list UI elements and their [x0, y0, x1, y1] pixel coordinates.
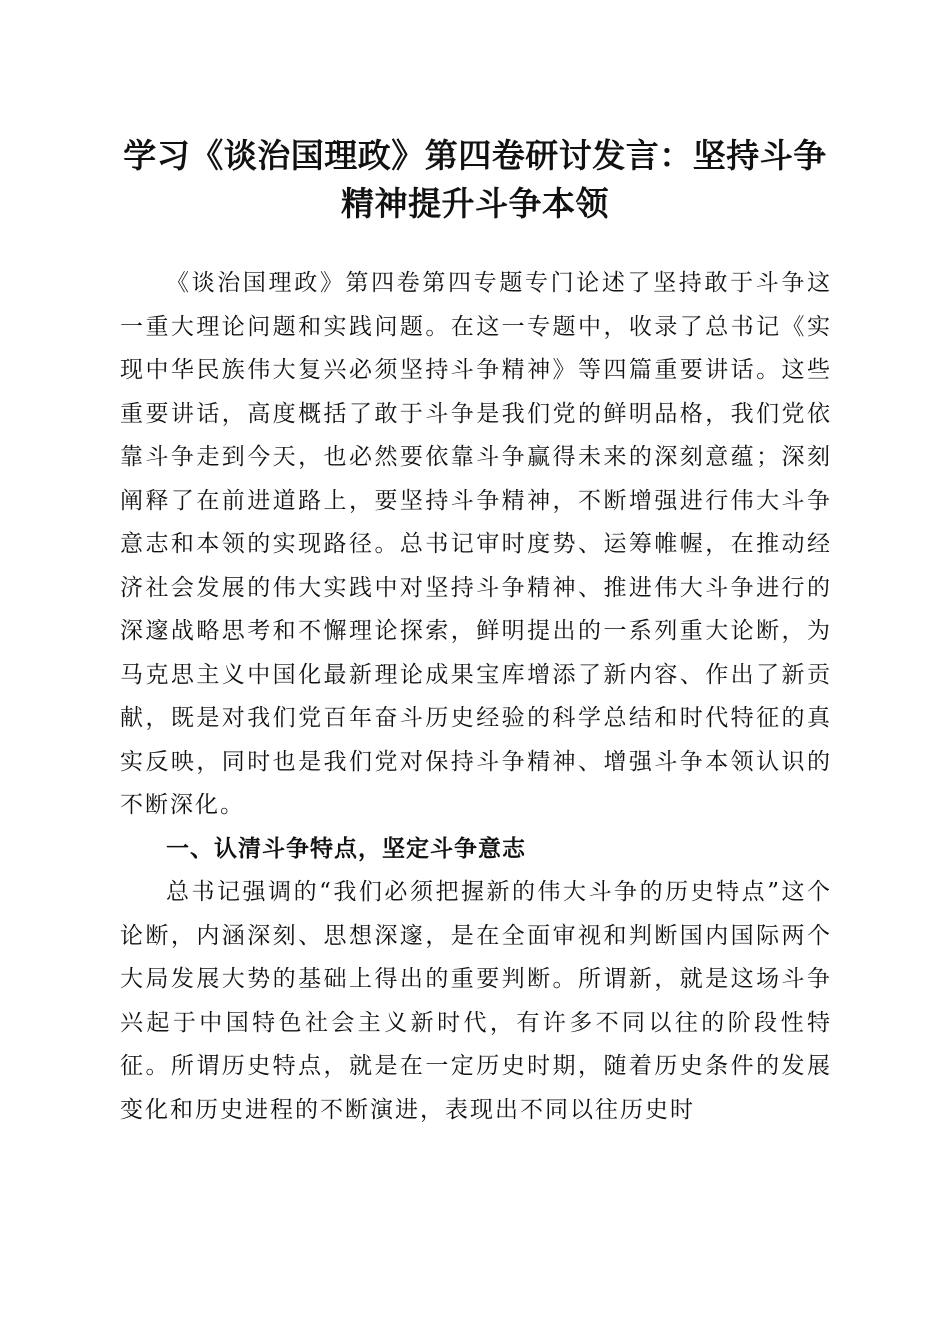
document-title: 学习《谈治国理政》第四卷研讨发言：坚持斗争精神提升斗争本领	[123, 136, 827, 223]
section-heading: 一、认清斗争特点，坚定斗争意志	[166, 835, 526, 862]
document-body	[120, 262, 832, 1132]
intro-paragraph: 《谈治国理政》第四卷第四专题专门论述了坚持敢于斗争这一重大理论问题和实践问题。在这一专题中，收录了总书记《实现中华民族伟大复兴必须坚持斗争精神》等四篇重要讲话。这些重要讲话，高度概括了敢于斗争是我们党的鲜明品格，我们党依靠斗争走到今天，也必然要依靠斗争赢得未来的深刻意蕴；深刻阐释了在前进道路上，要坚持斗争精神，不断增强进行伟大斗争意志和本领的实现路径。总书记审时度势、运筹帷幄，在推动经济社会发展的伟大实践中对坚持斗争精神、推进伟大斗争进行的深邃战略思考和不懈理论探索，鲜明提出的一系列重大论断，为马克思主义中国化最新理论成果宝库增添了新内容、作出了新贡献，既是对我们党百年奋斗历史经验的科学总结和时代特征的真实反映，同时也是我们党对保持斗争精神、增强斗争本领认识的不断深化。	[120, 270, 832, 818]
section-paragraph: 总书记强调的“我们必须把握新的伟大斗争的历史特点”这个论断，内涵深刻、思想深邃，是在全面审视和判断国内国际两个大局发展大势的基础上得出的重要判断。所谓新，就是这场斗争兴起于中国特色社会主义新时代，有许多不同以往的阶段性特征。所谓历史特点，就是在一定历史时期，随着历史条件的发展变化和历史进程的不断演进，表现出不同以往历史时	[120, 879, 832, 1123]
